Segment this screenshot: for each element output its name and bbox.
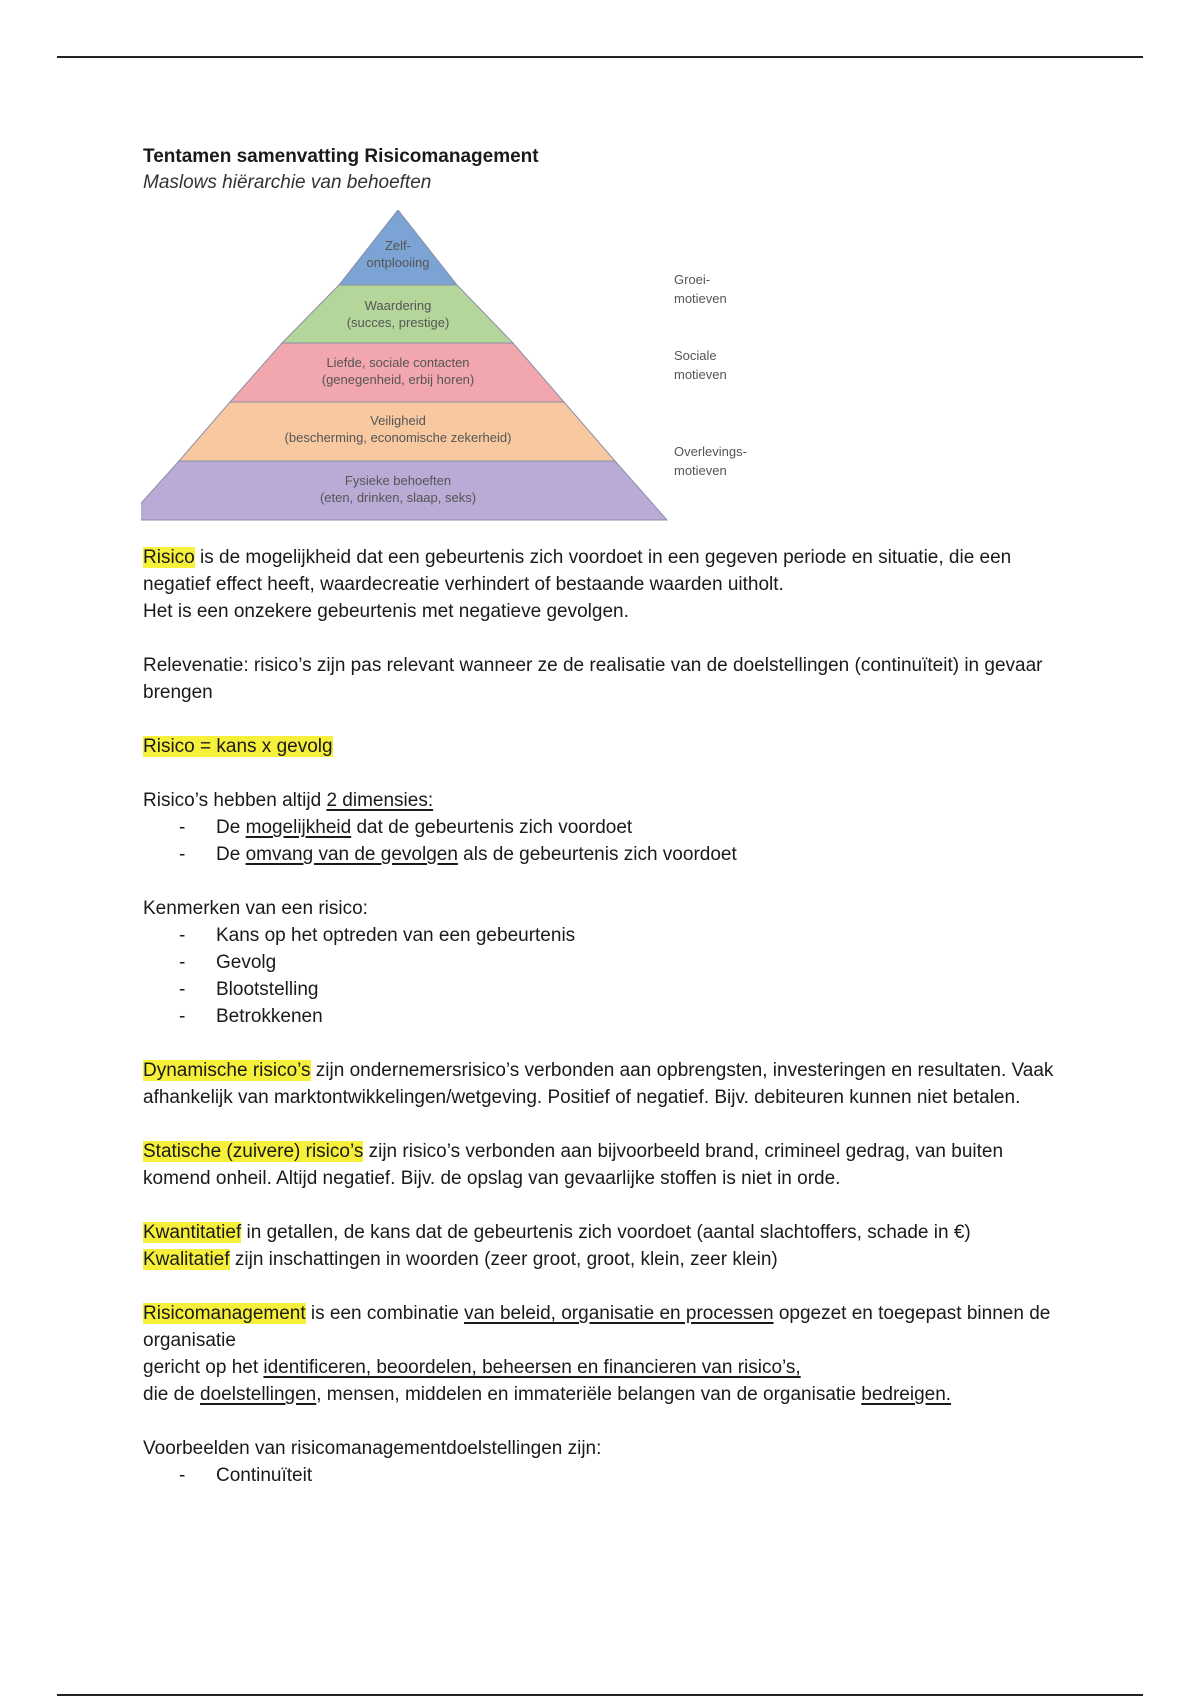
risico-definition: Risico is de mogelijkheid dat een gebeurtenis zich voordoet in een gegeven periode en situatie, die een negatief effect heeft, waardecreatie verhindert of bestaande waarden uitholt. [143, 547, 1012, 595]
risico-formula: Risico = kans x gevolg [143, 736, 333, 757]
list-item: - Betrokkenen [143, 1003, 1073, 1030]
pyramid-label-safety: Veiligheid (bescherming, economische zekerheid) [284, 413, 512, 445]
list-item: - Blootstelling [143, 976, 1073, 1003]
document-title: Tentamen samenvatting Risicomanagement [143, 146, 539, 167]
side-label-social: Sociale motieven [674, 348, 727, 382]
kenmerken-intro: Kenmerken van een risico: [143, 898, 368, 919]
top-rule [57, 56, 1143, 58]
statische-risicos-paragraph: Statische (zuivere) risico’s zijn risico’s verbonden aan bijvoorbeeld brand, crimineel gedrag, van buiten komend onheil. Altijd negatief. Bijv. de opslag van gevaarlijke stoffen is niet in orde. [143, 1141, 1004, 1189]
risicomanagement-line3: die de doelstellingen, mensen, middelen en immateriële belangen van de organisatie bedreigen. [143, 1384, 952, 1405]
side-label-growth: Groei- motieven [674, 272, 727, 306]
kenmerken-list [143, 922, 1073, 1030]
dynamische-risicos-paragraph: Dynamische risico’s zijn ondernemersrisico’s verbonden aan opbrengsten, investeringen en resultaten. Vaak afhankelijk van marktontwikkelingen/wetgeving. Positief of negatief. Bijv. debiteuren kunnen niet betalen. [143, 1060, 1054, 1108]
voorbeelden-intro: Voorbeelden van risicomanagementdoelstellingen zijn: [143, 1438, 602, 1459]
risico-definition-line2: Het is een onzekere gebeurtenis met negatieve gevolgen. [143, 601, 629, 622]
pyramid-label-self-actualization: Zelf- ontplooiing [366, 238, 430, 270]
dimensions-intro: Risico’s hebben altijd 2 dimensies: [143, 790, 434, 811]
pyramid-label-esteem: Waardering (succes, prestige) [346, 298, 450, 330]
list-item: - De omvang van de gevolgen als de gebeurtenis zich voordoet [143, 841, 1073, 868]
list-item: - Gevolg [143, 949, 1073, 976]
kwalitatief-line: Kwalitatief zijn inschattingen in woorden (zeer groot, groot, klein, zeer klein) [143, 1249, 778, 1270]
relevenatie-paragraph: Relevenatie: risico’s zijn pas relevant wanneer ze de realisatie van de doelstellingen (continuïteit) in gevaar brengen [143, 655, 1043, 703]
list-item: - Continuïteit [143, 1462, 1073, 1489]
bottom-rule [57, 1694, 1143, 1696]
dimensions-list [143, 814, 1073, 868]
document-page [143, 144, 1073, 1489]
list-item: - De mogelijkheid dat de gebeurtenis zich voordoet [143, 814, 1073, 841]
pyramid-label-physiological: Fysieke behoeften (eten, drinken, slaap, seks) [319, 473, 477, 505]
kwantitatief-line: Kwantitatief in getallen, de kans dat de gebeurtenis zich voordoet (aantal slachtoffers, schade in €) [143, 1222, 971, 1243]
risico-term: Risico [143, 547, 195, 568]
risicomanagement-definition: Risicomanagement is een combinatie van beleid, organisatie en processen opgezet en toegepast binnen de organisatie [143, 1303, 1051, 1351]
pyramid-label-love: Liefde, sociale contacten (genegenheid, erbij horen) [321, 355, 475, 387]
side-label-survival: Overlevings- motieven [674, 444, 747, 478]
risicomanagement-line2: gericht op het identificeren, beoordelen, beheersen en financieren van risico’s, [143, 1357, 801, 1378]
maslow-pyramid-figure [141, 210, 747, 530]
list-item: - Kans op het optreden van een gebeurtenis [143, 922, 1073, 949]
document-subtitle: Maslows hiërarchie van behoeften [143, 172, 432, 193]
voorbeelden-list [143, 1462, 1073, 1489]
